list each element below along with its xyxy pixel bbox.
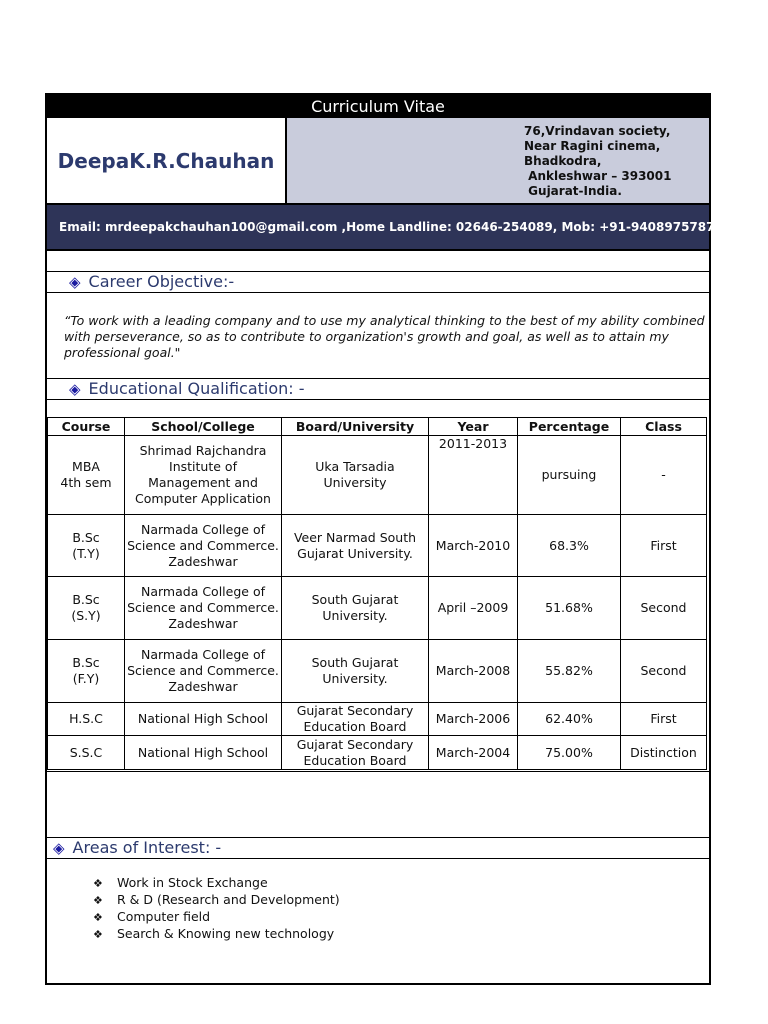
cell-percentage: 68.3%	[518, 515, 621, 577]
table-row	[48, 736, 707, 770]
list-item-text: R & D (Research and Development)	[117, 892, 340, 907]
cell-school: Narmada College of Science and Commerce. Zadeshwar	[125, 515, 282, 577]
list-item	[93, 909, 340, 926]
cell-course: B.Sc (T.Y)	[48, 515, 125, 577]
diamond-bullet-icon: ◈	[69, 273, 81, 291]
career-heading	[47, 272, 709, 292]
address-line: 76,Vrindavan society,	[524, 124, 671, 138]
cell-percentage: 62.40%	[518, 703, 621, 736]
table-row	[48, 436, 707, 515]
cell-board: Gujarat Secondary Education Board	[282, 703, 429, 736]
cell-school: Shrimad Rajchandra Institute of Management and Computer Application	[125, 436, 282, 515]
column-header: School/College	[125, 418, 282, 436]
table-row	[48, 515, 707, 577]
career-objective-text: “To work with a leading company and to use my analytical thinking to the best of my ability combined with perseverance, so as to contribute to organization's growth and goal, as well as to attain my professional goal."	[64, 313, 705, 360]
address-line: Near Ragini cinema,	[524, 139, 661, 153]
cv-frame	[45, 93, 715, 985]
list-item	[93, 875, 340, 892]
cell-year: March-2008	[429, 640, 518, 703]
cell-school: National High School	[125, 736, 282, 770]
cell-percentage: 51.68%	[518, 577, 621, 640]
cell-board: Veer Narmad South Gujarat University.	[282, 515, 429, 577]
address-line: Bhadkodra,	[524, 154, 602, 168]
bullet-icon: ❖	[93, 911, 103, 924]
bullet-icon: ❖	[93, 877, 103, 890]
education-heading-text: Educational Qualification: -	[88, 379, 305, 398]
column-header: Board/University	[282, 418, 429, 436]
cell-board: Uka Tarsadia University	[282, 436, 429, 515]
contact-bar: Email: mrdeepakchauhan100@gmail.com ,Home Landline: 02646-254089, Mob: +91-9408975787	[47, 203, 709, 251]
name-cell	[47, 118, 287, 203]
divider	[47, 858, 709, 859]
cell-course: MBA 4th sem	[48, 436, 125, 515]
cell-class: First	[621, 703, 707, 736]
list-item	[93, 926, 340, 943]
column-header: Class	[621, 418, 707, 436]
list-item	[93, 892, 340, 909]
interests-list	[93, 875, 340, 943]
bullet-icon: ❖	[93, 928, 103, 941]
cell-year: April –2009	[429, 577, 518, 640]
list-item-text: Work in Stock Exchange	[117, 875, 268, 890]
list-item-text: Computer field	[117, 909, 211, 924]
bullet-icon: ❖	[93, 894, 103, 907]
cell-course: H.S.C	[48, 703, 125, 736]
list-item-text: Search & Knowing new technology	[117, 926, 335, 941]
education-heading	[47, 379, 709, 399]
cell-class: Second	[621, 577, 707, 640]
career-heading-text: Career Objective:-	[88, 272, 235, 291]
divider	[47, 771, 709, 772]
cell-class: Distinction	[621, 736, 707, 770]
document-title: Curriculum Vitae	[47, 95, 709, 118]
cell-percentage: 55.82%	[518, 640, 621, 703]
cell-board: South Gujarat University.	[282, 640, 429, 703]
table-row	[48, 640, 707, 703]
cell-percentage: pursuing	[518, 436, 621, 515]
table-row	[48, 577, 707, 640]
cell-school: National High School	[125, 703, 282, 736]
cell-board: Gujarat Secondary Education Board	[282, 736, 429, 770]
cell-class: First	[621, 515, 707, 577]
address-line: Gujarat-India.	[524, 184, 622, 198]
cell-course: B.Sc (F.Y)	[48, 640, 125, 703]
column-header: Percentage	[518, 418, 621, 436]
diamond-bullet-icon: ◈	[53, 839, 65, 857]
address-cell	[287, 118, 709, 203]
education-table	[47, 417, 707, 770]
column-header: Year	[429, 418, 518, 436]
cell-board: South Gujarat University.	[282, 577, 429, 640]
divider	[47, 292, 709, 293]
table-row	[48, 703, 707, 736]
divider	[47, 399, 709, 400]
column-header: Course	[48, 418, 125, 436]
cell-percentage: 75.00%	[518, 736, 621, 770]
cell-course: S.S.C	[48, 736, 125, 770]
address-line: Ankleshwar – 393001	[524, 169, 672, 183]
cell-year: 2011-2013	[429, 436, 518, 515]
address-block	[524, 124, 671, 199]
cell-year: March-2004	[429, 736, 518, 770]
table-header-row	[48, 418, 707, 436]
cell-class: -	[621, 436, 707, 515]
cell-year: March-2006	[429, 703, 518, 736]
interests-heading-text: Areas of Interest: -	[72, 838, 222, 857]
diamond-bullet-icon: ◈	[69, 380, 81, 398]
candidate-name: DeepaK.R.Chauhan	[57, 148, 275, 173]
cell-year: March-2010	[429, 515, 518, 577]
cell-class: Second	[621, 640, 707, 703]
cell-school: Narmada College of Science and Commerce. Zadeshwar	[125, 577, 282, 640]
interests-heading	[47, 838, 709, 858]
cell-course: B.Sc (S.Y)	[48, 577, 125, 640]
cell-school: Narmada College of Science and Commerce. Zadeshwar	[125, 640, 282, 703]
